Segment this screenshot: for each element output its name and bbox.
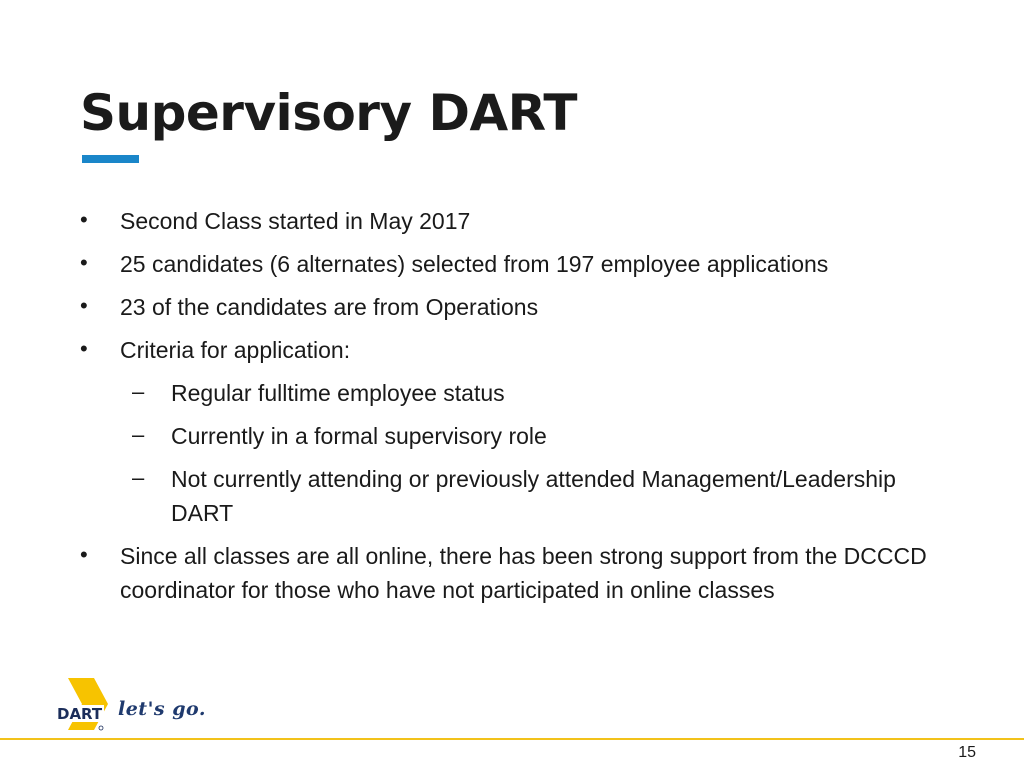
title-accent-bar	[82, 155, 139, 163]
bullet-marker: •	[80, 336, 88, 361]
tagline: let's go.	[118, 698, 206, 720]
sub-bullet-item	[80, 376, 960, 410]
bullet-item	[80, 333, 960, 367]
bullet-marker: •	[80, 207, 88, 232]
slide-title: Supervisory DART	[80, 84, 578, 142]
dash-marker: –	[132, 379, 145, 404]
logo-text: DART	[57, 705, 103, 723]
sub-bullet-text: Regular fulltime employee status	[171, 380, 505, 406]
bullet-text: Since all classes are all online, there has been strong support from the DCCCD coordinator for those who have not participated in online classes	[120, 543, 927, 603]
bullet-text: Second Class started in May 2017	[120, 208, 471, 234]
bullet-text: 23 of the candidates are from Operations	[120, 294, 539, 320]
dash-marker: –	[132, 465, 145, 490]
bullet-item	[80, 539, 960, 607]
bullet-marker: •	[80, 293, 88, 318]
sub-bullet-item	[80, 419, 960, 453]
bullet-marker: •	[80, 250, 88, 275]
dash-marker: –	[132, 422, 145, 447]
sub-bullet-text: Not currently attending or previously attended Management/Leadership DART	[171, 466, 896, 526]
footer-divider	[0, 738, 1024, 740]
page-number: 15	[958, 744, 976, 761]
sub-bullet-text: Currently in a formal supervisory role	[171, 423, 547, 449]
bullet-item	[80, 247, 960, 281]
bullet-item	[80, 204, 960, 238]
sub-bullet-item	[80, 462, 960, 530]
dart-logo-mark	[56, 678, 126, 734]
bullet-marker: •	[80, 542, 88, 567]
bullet-text: Criteria for application:	[120, 337, 351, 363]
bullet-list	[80, 204, 960, 616]
bullet-text: 25 candidates (6 alternates) selected from 197 employee applications	[120, 251, 829, 277]
bullet-item	[80, 290, 960, 324]
